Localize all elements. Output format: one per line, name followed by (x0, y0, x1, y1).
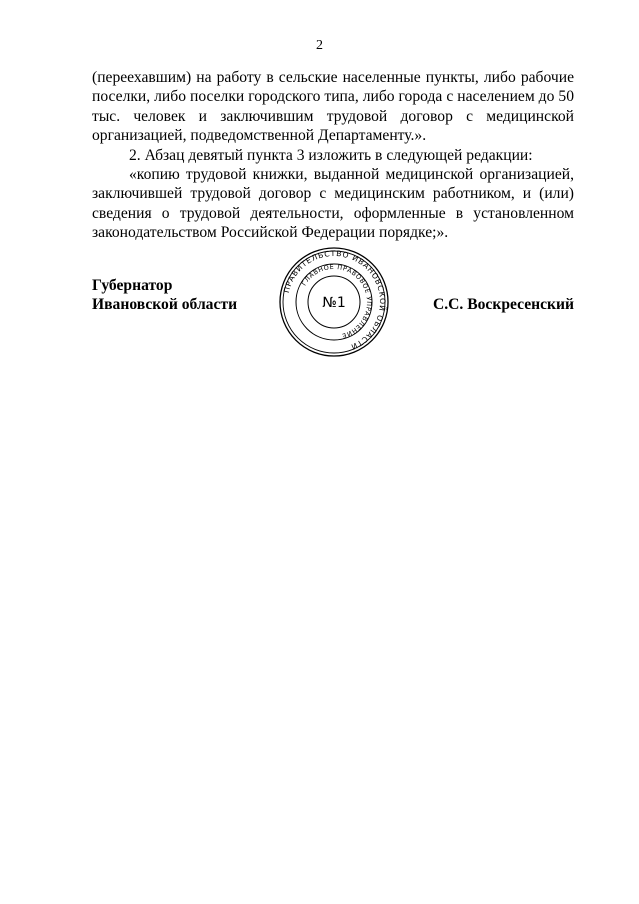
signatory-name: С.С. Воскресенский (433, 296, 574, 313)
seal-inner-text: ГЛАВНОЕ ПРАВОВОЕ УПРАВЛЕНИЕ (299, 262, 374, 341)
signatory-title-line1: Губернатор (92, 277, 173, 294)
official-seal (275, 246, 393, 358)
signatory-title (92, 276, 237, 315)
seal-graphic (275, 246, 393, 358)
paragraph-continuation: (переехавшим) на работу в сельские населенные пункты, либо рабочие поселки, либо поселки городского типа, либо города с населением до 50 тыс. человек и заключившим трудовой договор с медицинской организацией, подведомственной Департаменту.». (92, 69, 574, 145)
seal-center-text: №1 (322, 295, 346, 311)
seal-outer-text: ПРАВИТЕЛЬСТВО ИВАНОВСКОЙ ОБЛАСТИ (281, 248, 388, 352)
paragraph-amendment-text: «копию трудовой книжки, выданной медицинской организацией, заключившей трудовой договор с медицинским работником, и (или) сведения о трудовой деятельности, оформленные в установленном законодательством Российской Федерации порядке;». (92, 166, 574, 242)
signatory-title-line2: Ивановской области (92, 296, 238, 314)
page-number: 2 (316, 38, 323, 53)
document-body (92, 68, 574, 243)
paragraph-amendment-heading: 2. Абзац девятый пункта 3 изложить в следующей редакции: (129, 146, 533, 164)
